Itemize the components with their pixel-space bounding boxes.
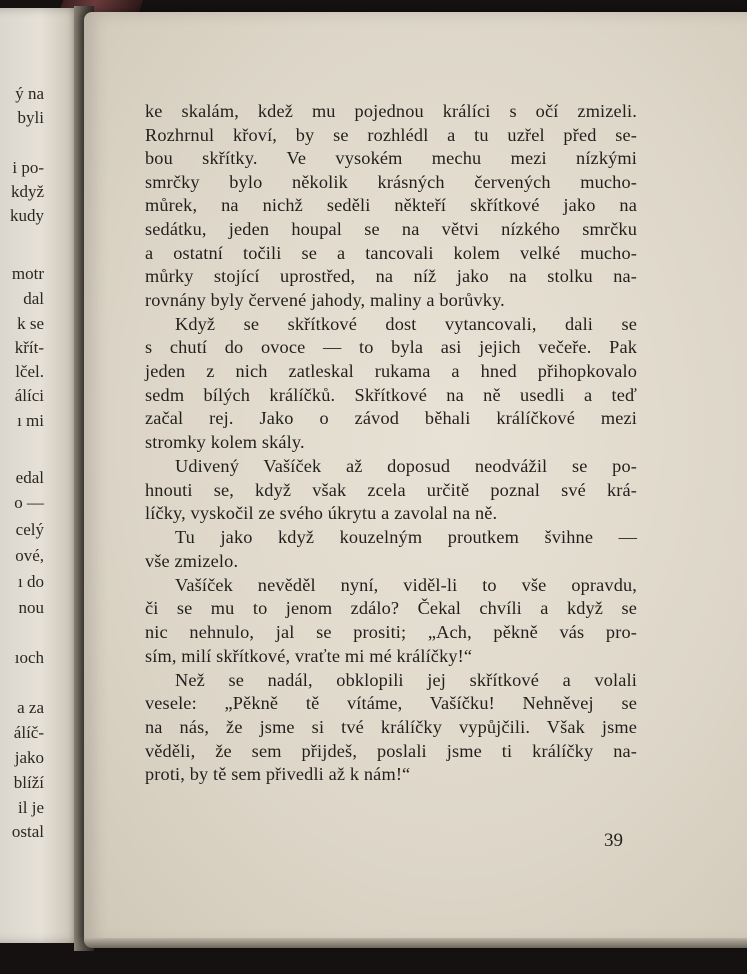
left-page-fragment: když xyxy=(10,182,44,201)
text-line: a ostatní točili se a tancovali kolem velké mucho- xyxy=(145,242,637,263)
text-line: hnouti se, když však zcela určitě poznal své krá- xyxy=(145,479,637,500)
text-line: nic nehnulo, jal se prositi; „Ach, pěkně vás pro- xyxy=(145,622,637,643)
left-page-fragment: křít- xyxy=(14,338,44,357)
text-line: Když se skřítkové dost vytancovali, dali se xyxy=(175,313,637,334)
text-line: rovnány byly červené jahody, maliny a borůvky. xyxy=(145,289,505,310)
text-line: věděli, že sem přijdeš, poslali jsme ti králíčky na- xyxy=(145,740,637,761)
left-page-fragment: k se xyxy=(17,314,44,333)
text-line: můrky stojící uprostřed, na níž jako na stolku na- xyxy=(145,266,637,287)
left-page-fragment: edal xyxy=(15,468,44,487)
left-page-fragment: il je xyxy=(18,798,44,817)
left-page-fragment: ıoch xyxy=(14,648,44,667)
left-page-fragment: ı mi xyxy=(17,411,44,430)
left-page-fragment: blíží xyxy=(13,773,44,792)
left-page-fragment: álíci xyxy=(14,386,44,405)
text-line: Tu jako když kouzelným proutkem švihne — xyxy=(175,527,637,548)
text-line: či se mu to jenom zdálo? Čekal chvíli a když se xyxy=(145,598,637,619)
text-line: vesele: „Pěkně tě vítáme, Vašíčku! Nehněvej se xyxy=(145,693,637,714)
paragraph xyxy=(145,455,637,526)
text-line: s chutí do ovoce — to byla asi jejich večeře. Pak xyxy=(145,337,637,358)
text-line: sedm bílých králíčků. Skřítkové na ně usedli a teď xyxy=(145,384,637,405)
left-page-fragment: byli xyxy=(17,108,44,127)
text-line: ke skalám, kdež mu pojednou králíci s očí zmizeli. xyxy=(145,101,637,121)
paragraph xyxy=(145,526,637,573)
left-page-fragment: ostal xyxy=(11,822,44,841)
paragraph xyxy=(145,313,637,455)
text-line: vše zmizelo. xyxy=(145,550,239,571)
text-line: bou skřítky. Ve vysokém mechu mezi nízkými xyxy=(145,148,637,169)
left-page-fragment: ý na xyxy=(15,84,44,103)
left-page-fragment: lčel. xyxy=(15,362,44,381)
text-line: Vašíček nevěděl nyní, viděl-li to vše opravdu, xyxy=(175,574,637,595)
left-page-fragment: o — xyxy=(14,493,44,512)
text-line: sím, milí skřítkové, vraťte mi mé králíčky!“ xyxy=(145,645,473,666)
text-line: líčky, vyskočil ze svého úkrytu a zavolal na ně. xyxy=(145,503,498,524)
left-page-fragment: álíč- xyxy=(13,723,44,742)
left-page-fragment: kudy xyxy=(10,206,44,225)
left-page-fragment: i po- xyxy=(12,158,44,177)
left-page-fragment: a za xyxy=(17,698,44,717)
text-line: smrčky bylo několik krásných červených mucho- xyxy=(145,171,637,192)
text-line: můrek, na nichž seděli někteří skřítkové jako na xyxy=(145,195,637,216)
left-page-fragment: celý xyxy=(15,520,44,539)
text-line: jeden z nich zatleskal rukama a hned přihopkovalo xyxy=(145,361,637,382)
page-body-text xyxy=(145,100,637,787)
text-line: sedátku, jeden houpal se na větvi nízkého smrčku xyxy=(145,218,637,239)
left-page-fragment: ové, xyxy=(15,546,44,565)
left-page-fragment: jako xyxy=(14,748,44,767)
text-line: Rozhrnul křoví, by se rozhlédl a tu uzřel před se- xyxy=(145,124,637,145)
text-line: stromky kolem skály. xyxy=(145,431,305,452)
page-number: 39 xyxy=(604,830,623,851)
text-line: proti, by tě sem přivedli až k nám!“ xyxy=(145,764,411,785)
paragraph xyxy=(145,100,637,312)
left-page-fragment: motr xyxy=(11,264,44,283)
paragraph xyxy=(145,574,637,668)
text-line: Udivený Vašíček až doposud neodvážil se po- xyxy=(175,455,637,476)
left-page-fragment: nou xyxy=(18,598,44,617)
left-page xyxy=(0,8,82,943)
left-page-fragment: ı do xyxy=(18,572,44,591)
left-page-fragment: dal xyxy=(23,289,44,308)
text-line: na nás, že jsme si tvé králíčky vypůjčili. Však jsme xyxy=(145,716,637,737)
paragraph xyxy=(145,669,637,787)
text-line: Než se nadál, obklopili jej skřítkové a volali xyxy=(175,669,637,690)
text-line: začal rej. Jako o závod běhali králíčkové mezi xyxy=(145,408,637,429)
page-edge xyxy=(84,938,747,948)
